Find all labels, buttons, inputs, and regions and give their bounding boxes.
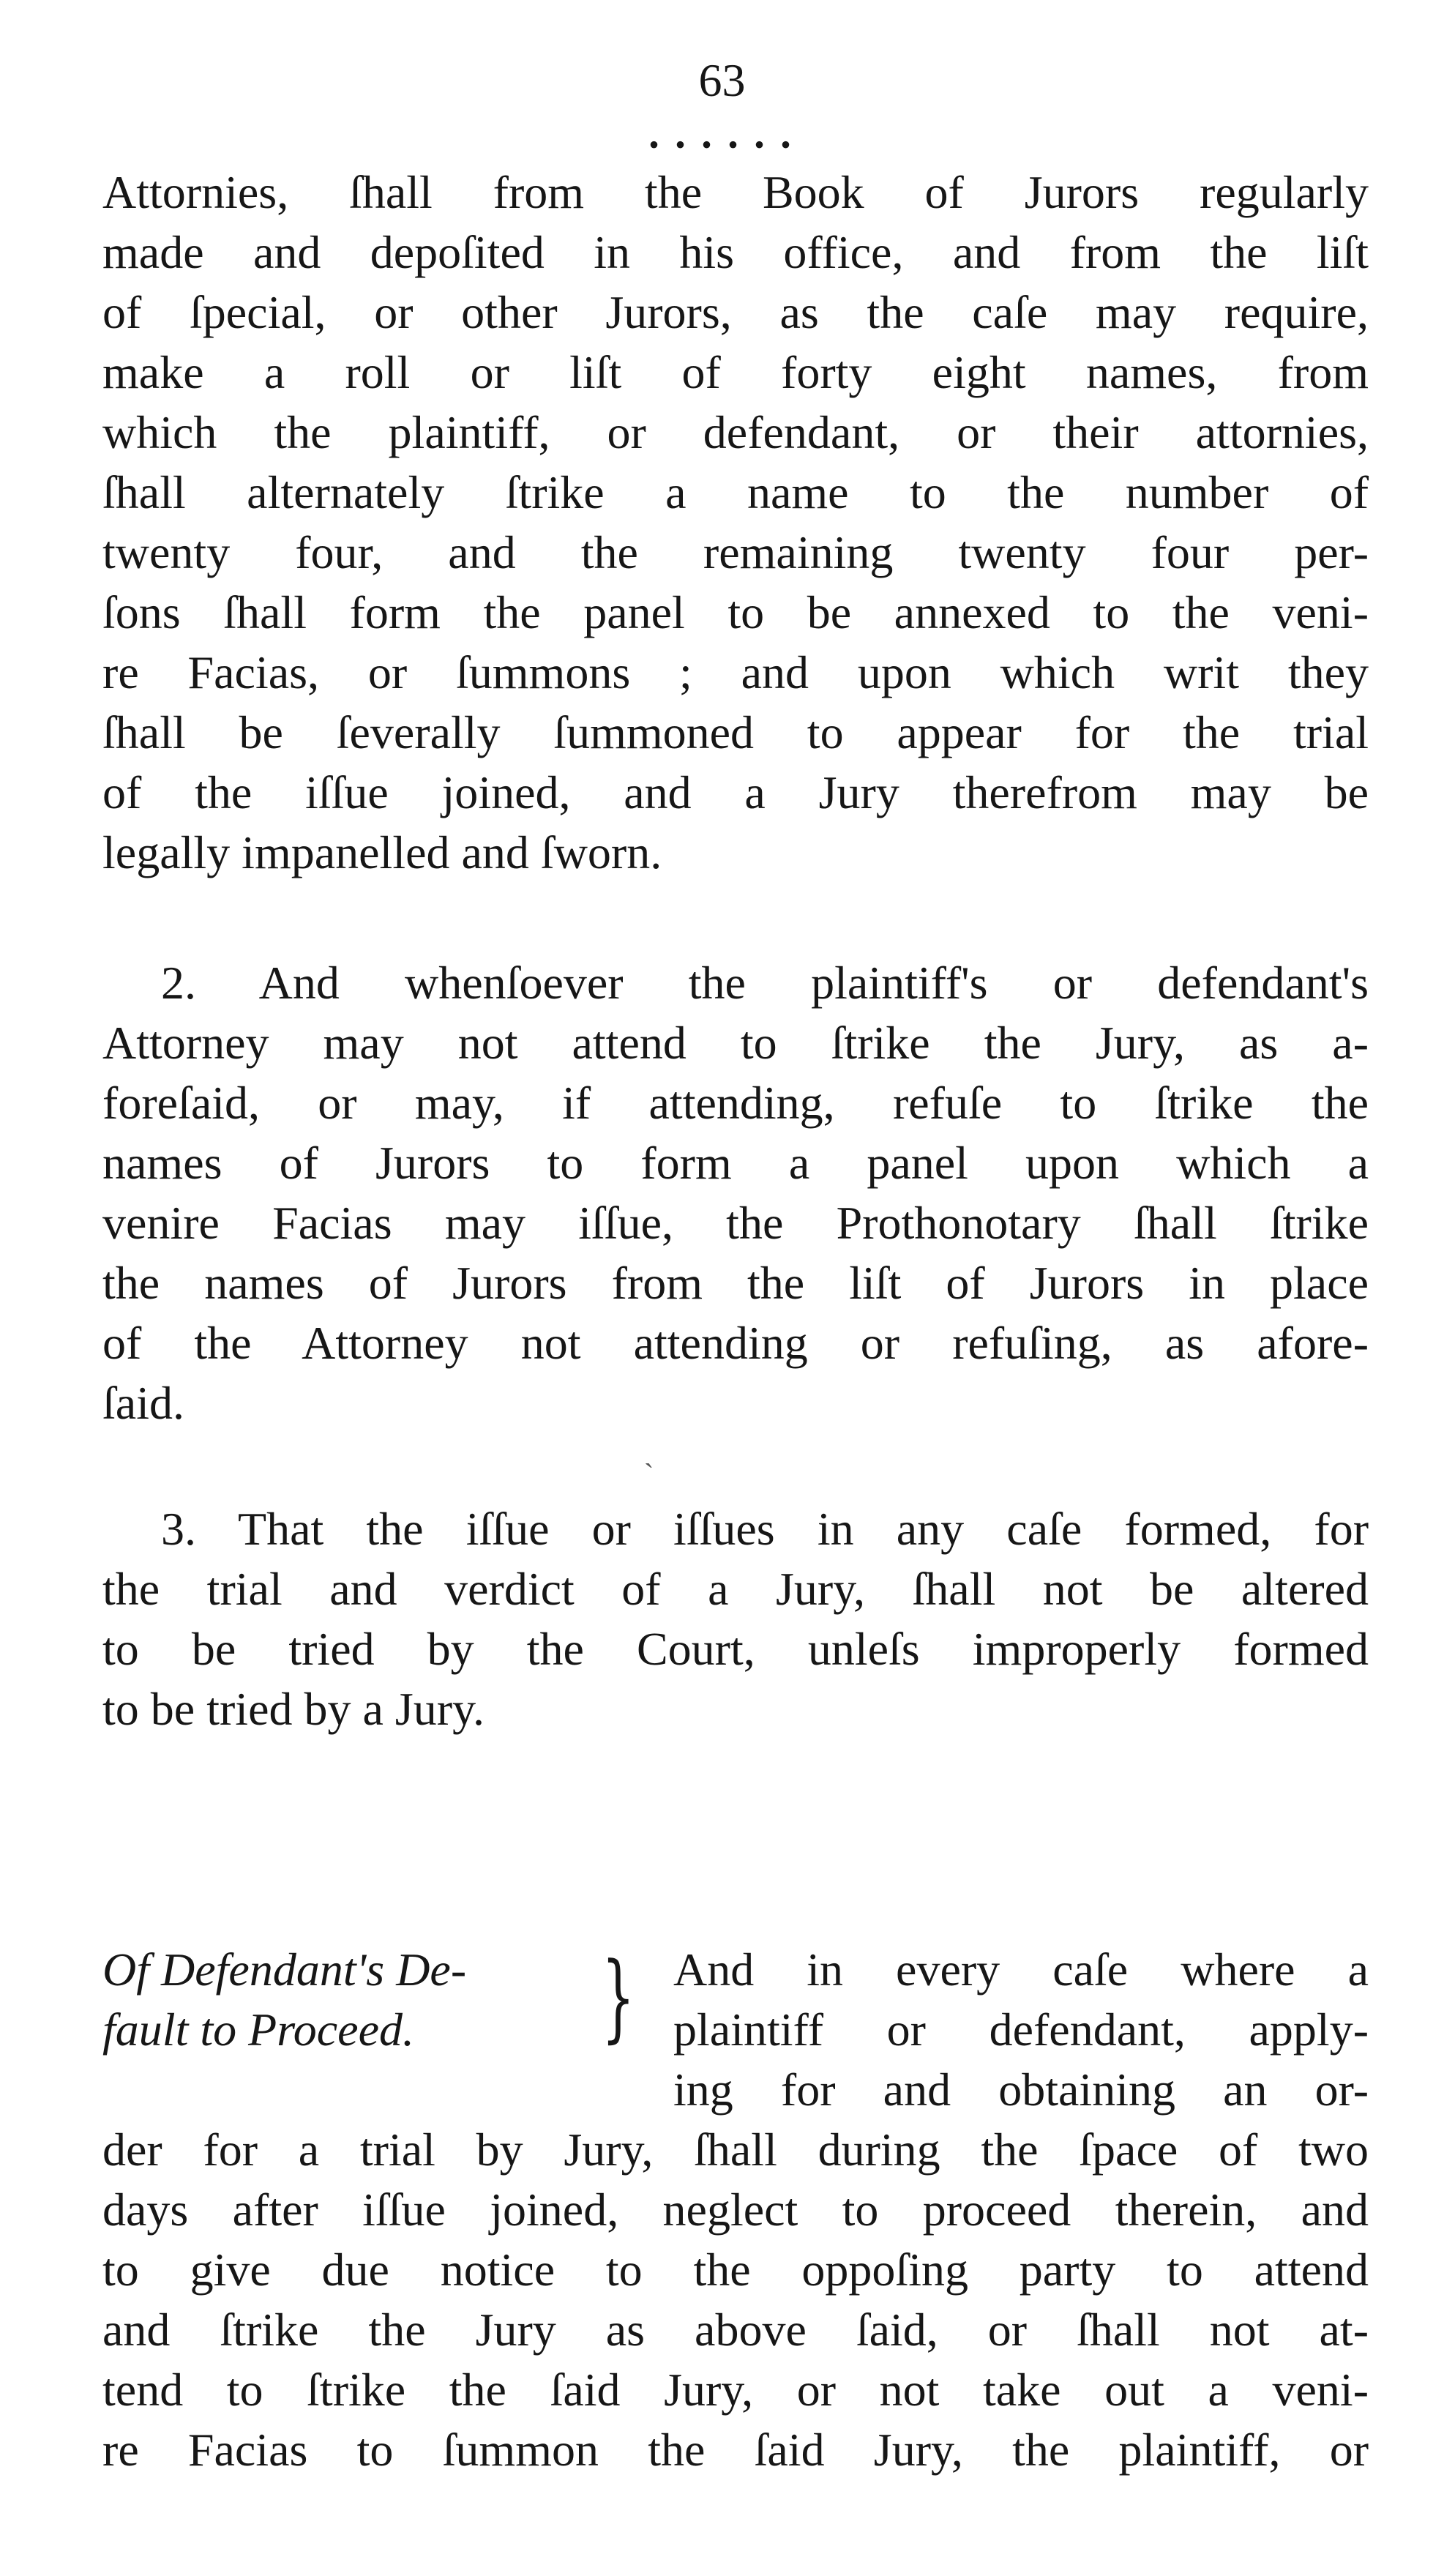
curly-brace-icon: } bbox=[602, 1941, 635, 2053]
paragraph-number: 3. bbox=[161, 1503, 196, 1555]
paragraph-1 bbox=[102, 163, 1369, 883]
text-line: plaintiff or defendant, apply- bbox=[673, 2004, 1369, 2056]
text-line: And in every caſe where a bbox=[673, 1944, 1369, 1996]
text-line: to be tried by the Court, unleſs improperly formed bbox=[102, 1623, 1369, 1675]
text-line-content: And whenſoever the plaintiff's or defendant's bbox=[258, 957, 1369, 1009]
text-line: der for a trial by Jury, ſhall during the ſpace of two bbox=[102, 2124, 1369, 2176]
text-line: Attorney may not attend to ſtrike the Jury, as a- bbox=[102, 1017, 1369, 1069]
text-line: which the plaintiff, or defendant, or their attornies, bbox=[102, 406, 1369, 458]
text-line: legally impanelled and ſworn. bbox=[102, 826, 662, 878]
text-line: days after iſſue joined, neglect to proceed therein, and bbox=[102, 2184, 1369, 2236]
text-line: the names of Jurors from the liſt of Jurors in place bbox=[102, 1257, 1369, 1309]
text-line: and ſtrike the Jury as above ſaid, or ſhall not at- bbox=[102, 2304, 1369, 2356]
text-line: of the Attorney not attending or refuſing, as afore- bbox=[102, 1317, 1369, 1369]
text-line: ſons ſhall form the panel to be annexed to the veni- bbox=[102, 586, 1369, 638]
text-line: ing for and obtaining an or- bbox=[673, 2064, 1369, 2116]
text-line: ſaid. bbox=[102, 1377, 184, 1429]
paragraph-number: 2. bbox=[161, 957, 196, 1009]
signature-mark: • • • • • • bbox=[648, 128, 796, 161]
text-line: to give due notice to the oppoſing party to attend bbox=[102, 2244, 1369, 2296]
text-line: make a roll or liſt of forty eight names, from bbox=[102, 346, 1369, 398]
margin-heading-line: fault to Proceed. bbox=[102, 2004, 414, 2056]
text-line-content: That the iſſue or iſſues in any caſe formed, for bbox=[237, 1503, 1369, 1555]
text-line: re Facias to ſummon the ſaid Jury, the plaintiff, or bbox=[102, 2424, 1369, 2476]
paragraph-3 bbox=[102, 1499, 1369, 1739]
text-line bbox=[102, 1499, 1369, 1559]
margin-heading bbox=[102, 1940, 615, 2060]
text-line: ſhall alternately ſtrike a name to the number of bbox=[102, 466, 1369, 518]
text-line: made and depoſited in his office, and from the liſt bbox=[102, 226, 1369, 278]
paragraph-2 bbox=[102, 953, 1369, 1433]
text-line: re Facias, or ſummons ; and upon which writ they bbox=[102, 646, 1369, 698]
ink-mark: ˋ bbox=[644, 1457, 654, 1490]
paragraph-4-side bbox=[673, 1940, 1369, 2120]
text-line: ſhall be ſeverally ſummoned to appear for the trial bbox=[102, 706, 1369, 758]
text-line: Attornies, ſhall from the Book of Jurors regularly bbox=[102, 166, 1369, 218]
text-line: names of Jurors to form a panel upon which a bbox=[102, 1137, 1369, 1189]
page-number: 63 bbox=[698, 54, 746, 106]
text-line: twenty four, and the remaining twenty four per- bbox=[102, 526, 1369, 578]
text-line: the trial and verdict of a Jury, ſhall not be altered bbox=[102, 1563, 1369, 1615]
text-line: tend to ſtrike the ſaid Jury, or not take out a veni- bbox=[102, 2364, 1369, 2416]
margin-heading-line: Of Defendant's De- bbox=[102, 1944, 467, 1996]
paragraph-4 bbox=[102, 2120, 1369, 2480]
text-line: to be tried by a Jury. bbox=[102, 1683, 485, 1735]
text-line: foreſaid, or may, if attending, refuſe to ſtrike the bbox=[102, 1077, 1369, 1129]
text-line: of ſpecial, or other Jurors, as the caſe may require, bbox=[102, 286, 1369, 338]
text-line: venire Facias may iſſue, the Prothonotary ſhall ſtrike bbox=[102, 1197, 1369, 1249]
text-line: of the iſſue joined, and a Jury therefrom may be bbox=[102, 766, 1369, 818]
text-line bbox=[102, 953, 1369, 1013]
